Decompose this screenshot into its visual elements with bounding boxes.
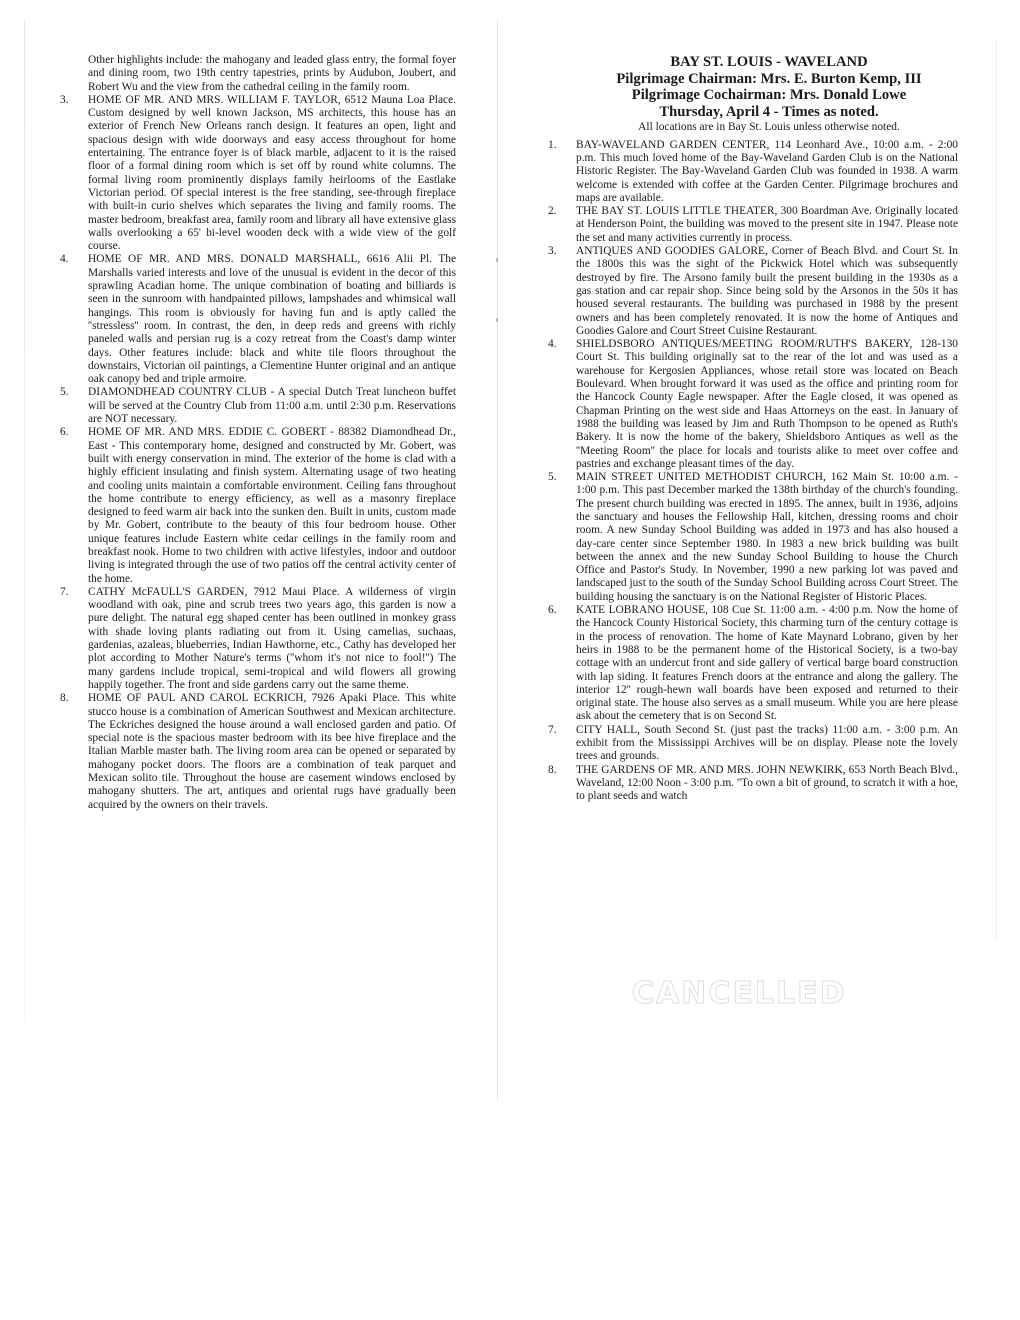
list-item xyxy=(548,338,958,471)
item-text: HOME OF MR. AND MRS. WILLIAM F. TAYLOR, 6512 Mauna Loa Place. Custom designed by well known Jackson, MS architects, this house has an exterior of French New Orleans ranch design. It features an open, light and spacious design with wide doorways and easy access throughout for home entertaining. The entrance foyer is of black marble, adjacent to it is the raised floor of a formal dining room which is set off by round white columns. The formal living room prominently displays family heirlooms of the Eastlake Victorian period. Of special interest is the free standing, see-through fireplace with built-in curio shelves which separates the living and family rooms. The master bedroom, breakfast area, family room and library all have extensive glass walls overlooking a 65' bi-level wooden deck with a wide view of the golf course. xyxy=(88,93,456,253)
item-number: 7. xyxy=(548,723,557,736)
heading-line: BAY ST. LOUIS - WAVELAND xyxy=(670,54,868,70)
item-text: THE GARDENS OF MR. AND MRS. JOHN NEWKIRK, 653 North Beach Blvd., Waveland, 12:00 Noon - 3:00 p.m. ''To own a bit of ground, to scratch it with a hoe, to plant seeds and watch xyxy=(576,763,958,803)
item-text: CITY HALL, South Second St. (just past the tracks) 11:00 a.m. - 3:00 p.m. An exhibit from the Mississippi Archives will be on display. Please note the lovely trees and grounds. xyxy=(576,723,958,763)
list-item xyxy=(60,426,456,586)
heading-line: Pilgrimage Cochairman: Mrs. Donald Lowe xyxy=(631,87,907,104)
list-item xyxy=(548,764,958,804)
item-text: DIAMONDHEAD COUNTRY CLUB - A special Dutch Treat luncheon buffet will be served at the Country Club from 11:00 a.m. until 2:30 p.m. Reservations are NOT necessary. xyxy=(88,386,456,426)
section-heading xyxy=(580,54,958,120)
item-text: KATE LOBRANO HOUSE, 108 Cue St. 11:00 a.m. - 4:00 p.m. Now the home of the Hancock County Historical Society, this charming turn of the century cottage is in the process of renovation. The home of Kate Maynard Lobrano, given by her heirs in 1988 to be the permanent home of the Historical Society, is a two-bay cottage with an undercut front and side gallery of vertical barge board construction with lap siding. It features French doors at the entrance and along the gallery. The interior 12'' rough-hewn wall boards have been exposed and returned to their original state. The house also serves as a small museum. While you are here please ask about the cemetery that is on Second St. xyxy=(576,604,958,723)
list-item xyxy=(548,471,958,604)
item-number: 3. xyxy=(60,93,69,106)
list-item xyxy=(60,586,456,692)
item-number: 1. xyxy=(548,138,557,151)
item-number: 6. xyxy=(60,426,69,439)
item-number: 4. xyxy=(60,253,69,266)
scan-speck xyxy=(496,258,498,262)
item-text: HOME OF MR. AND MRS. DONALD MARSHALL, 6616 Alii Pl. The Marshalls varied interests and love of the unusual is evident in the decor of this sprawling Acadian home. The unique combination of boating and billiards is seen in the sunroom with handpainted pillows, lampshades and whimsical wall hangings. This room is obviously for having fun and is aptly called the ''stressless'' room. In contrast, the den, in deep reds and greens with richly paneled walls and persian rug is a cozy retreat from the Coast's damp winter days. Other features include: black and white tile floors throughout the downstairs, Victorian oil paintings, a Clementine Hunter original and an antique oak canopy bed and triple armoire. xyxy=(88,253,456,386)
item-text: MAIN STREET UNITED METHODIST CHURCH, 162 Main St. 10:00 a.m. - 1:00 p.m. This past December marked the 138th birthday of the church's founding. The present church building was erected in 1895. The annex, built in 1936, adjoins the sanctuary and houses the Fellowship Hall, kitchen, dressing rooms and choir room. A new Sunday School Building was added in 1973 and has also housed a day-care center since September 1980. In 1983 a new brick building was built between the annex and the new Sunday School Building to house the Church Office and Pastor's Study. In November, 1990 a new parking lot was paved and landscaped just to the south of the Sunday School Building across Court Street. The building housing the sanctuary is on the National Register of Historic Places. xyxy=(576,471,958,603)
list-item xyxy=(548,139,958,205)
item-text: BAY-WAVELAND GARDEN CENTER, 114 Leonhard Ave., 10:00 a.m. - 2:00 p.m. This much loved home of the Bay-Waveland Garden Club is on the National Historic Register. The Bay-Waveland Garden Club was founded in 1938. A warm welcome is extended with coffee at the Garden Center. Pilgrimage brochures and maps are available. xyxy=(576,138,958,204)
list-item xyxy=(60,692,456,812)
right-intro: All locations are in Bay St. Louis unless otherwise noted. xyxy=(638,121,900,134)
item-text: ANTIQUES AND GOODIES GALORE, Corner of Beach Blvd. and Court St. In the 1800s this was the sight of the Pickwick Hotel which was subsequently destroyed by fire. The Arsono family built the present building in the 1930s as a gas station and car repair shop. Since being sold by the Arsonos in the 50s it has housed several restaurants. The building was purchased in 1988 by the present owners and has been completely renovated. It is now the home of Antiques and Goodies Galore and Court Street Cuisine Restaurant. xyxy=(576,245,958,337)
center-fold xyxy=(497,20,498,1100)
item-number: 8. xyxy=(60,692,69,705)
left-column xyxy=(60,54,456,812)
item-number: 3. xyxy=(548,245,557,258)
page-edge xyxy=(996,40,997,940)
scan-speck xyxy=(496,318,498,322)
list-item xyxy=(548,724,958,764)
right-items xyxy=(548,139,958,804)
item-number: 2. xyxy=(548,205,557,218)
item-text: HOME OF MR. AND MRS. EDDIE C. GOBERT - 88382 Diamondhead Dr., East - This contemporary home, designed and constructed by Mr. Gobert, was built with energy conservation in mind. The exterior of the home is clad with a highly efficient insulating and finish system. Alternating usage of two heating and cooling units maintain a comfortable environment. Ceiling fans throughout the home contribute to energy efficiency, as well as a masonry fireplace designed to feed warm air back into the sunken den. Built in units, custom made by Mr. Gobert, contribute to the beauty of this four bedroom house. Other unique features include Eastern white cedar ceilings in the family room and breakfast nook. Home to two children with active lifestyles, indoor and outdoor living is integrated through the use of two patios off the central activity center of the home. xyxy=(88,426,456,585)
item-text: SHIELDSBORO ANTIQUES/MEETING ROOM/RUTH'S BAKERY, 128-130 Court St. This building originally sat to the rear of the lot and was used as a warehouse for Kergosien Appliances, whose retail store was located on Beach Boulevard. When brought forward it was used as the office and printing room for the Hancock County Eagle newspaper. After the Eagle closed, it was opened as Chapman Printing on the west side and Haas Attorneys on the east. In January of 1988 the building was leased by Jim and Ruth Thompson to be opened as Ruth's Bakery. It is now the home of the bakery, Shieldsboro Antiques as well as the ''Meeting Room'' the place for locals and tourists alike to meet over coffee and pastries and exchange pleasant times of the day. xyxy=(576,338,958,470)
item-number: 4. xyxy=(548,338,557,351)
item-number: 6. xyxy=(548,604,557,617)
left-items xyxy=(60,94,456,812)
item-text: HOME OF PAUL AND CAROL ECKRICH, 7926 Apaki Place. This white stucco house is a combination of American Southwest and Mexican architecture. The Eckriches designed the house around a wall enclosed garden and patio. Of special note is the spacious master bedroom with its bee hive fireplace and the Italian Marble master bath. The living room area can be opened or separated by mahogany pocket doors. The floors are a combination of teak parquet and Mexican solito tile. Throughout the house are casement windows enclosed by mahogany shutters. The art, antiques and oriental rugs have gradually been acquired by the owners on their travels. xyxy=(88,692,456,811)
heading-line: Pilgrimage Chairman: Mrs. E. Burton Kemp, III xyxy=(616,70,922,87)
right-column xyxy=(548,54,958,804)
left-intro: Other highlights include: the mahogany and leaded glass entry, the formal foyer and dining room, two 19th centry tapestries, prints by Audubon, Joubert, and Robert Wu and the view from the cathedral ceiling in the family room. xyxy=(88,54,456,93)
list-item xyxy=(548,245,958,338)
item-number: 5. xyxy=(548,471,557,484)
item-number: 7. xyxy=(60,585,69,598)
page-edge xyxy=(24,20,25,1020)
item-text: THE BAY ST. LOUIS LITTLE THEATER, 300 Boardman Ave. Originally located at Henderson Point, the building was moved to the present site in 1947. Please note the set and many activities currently in process. xyxy=(576,205,958,244)
list-item xyxy=(548,205,958,245)
item-number: 8. xyxy=(548,763,557,776)
list-item xyxy=(60,253,456,386)
list-item xyxy=(60,94,456,254)
list-item xyxy=(548,604,958,724)
list-item xyxy=(60,386,456,426)
item-text: CATHY McFAULL'S GARDEN, 7912 Maui Place. A wilderness of virgin woodland with oak, pine and scrub trees two years ago, this garden is now a pure delight. The natural egg shaped center has been outlined in monkey grass with shade loving plants radiating out from it. Using camelias, suchaas, gardenias, azaleas, blueberries, Indian Hawthorne, etc., Cathy has developed her plot according to Mother Nature's terms (''whom it's not nice to fool!'') The many gardens include tropical, semi-tropical and wild flowers all growing happily together. The front and side gardens carry out the same theme. xyxy=(88,585,456,691)
item-number: 5. xyxy=(60,386,69,399)
watermark: CANCELLED xyxy=(632,976,847,1011)
heading-line: Thursday, April 4 - Times as noted. xyxy=(659,103,879,120)
